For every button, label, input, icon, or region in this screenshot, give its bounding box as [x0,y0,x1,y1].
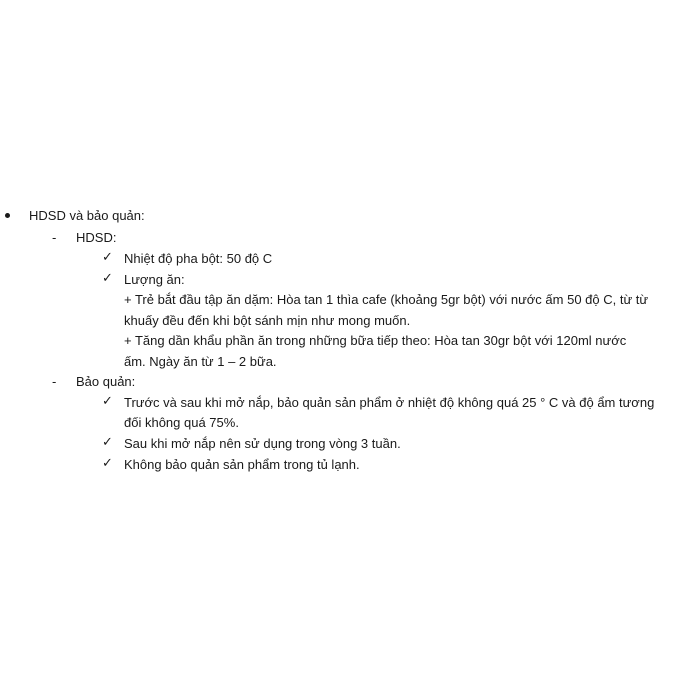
hdsd-label: HDSD: [76,230,117,245]
bao-quan-item-usage: Sau khi mở nắp nên sử dụng trong vòng 3 tuần. [124,436,401,451]
checkmark-icon: ✓ [102,271,113,286]
dash-icon: - [52,230,57,245]
section-title: HDSD và bảo quản: [29,208,145,223]
bao-quan-label: Bảo quản: [76,374,136,389]
hdsd-item-temperature: Nhiệt độ pha bột: 50 độ C [124,251,273,266]
checkmark-icon: ✓ [102,435,113,450]
checkmark-icon: ✓ [102,394,113,409]
hdsd-sub-line: + Tăng dần khẩu phần ăn trong những bữa tiếp theo: Hòa tan 30gr bột với 120ml nước [124,333,627,348]
hdsd-sub-line: ấm. Ngày ăn từ 1 – 2 bữa. [124,354,277,369]
bullet-icon [5,213,10,218]
hdsd-item-amount: Lượng ăn: [124,272,185,287]
dash-icon: - [52,374,57,389]
bao-quan-item-storage-cont: đối không quá 75%. [124,415,239,430]
hdsd-sub-line: + Trẻ bắt đầu tập ăn dặm: Hòa tan 1 thìa cafe (khoảng 5gr bột) với nước ấm 50 độ C, từ từ [124,292,649,307]
hdsd-sub-line: khuấy đều đến khi bột sánh mịn như mong muốn. [124,313,411,328]
checkmark-icon: ✓ [102,250,113,265]
checkmark-icon: ✓ [102,456,113,471]
bao-quan-item-fridge: Không bảo quản sản phẩm trong tủ lạnh. [124,457,360,472]
bao-quan-item-storage: Trước và sau khi mở nắp, bảo quản sản phẩm ở nhiệt độ không quá 25 ° C và độ ẩm tương [124,395,655,410]
